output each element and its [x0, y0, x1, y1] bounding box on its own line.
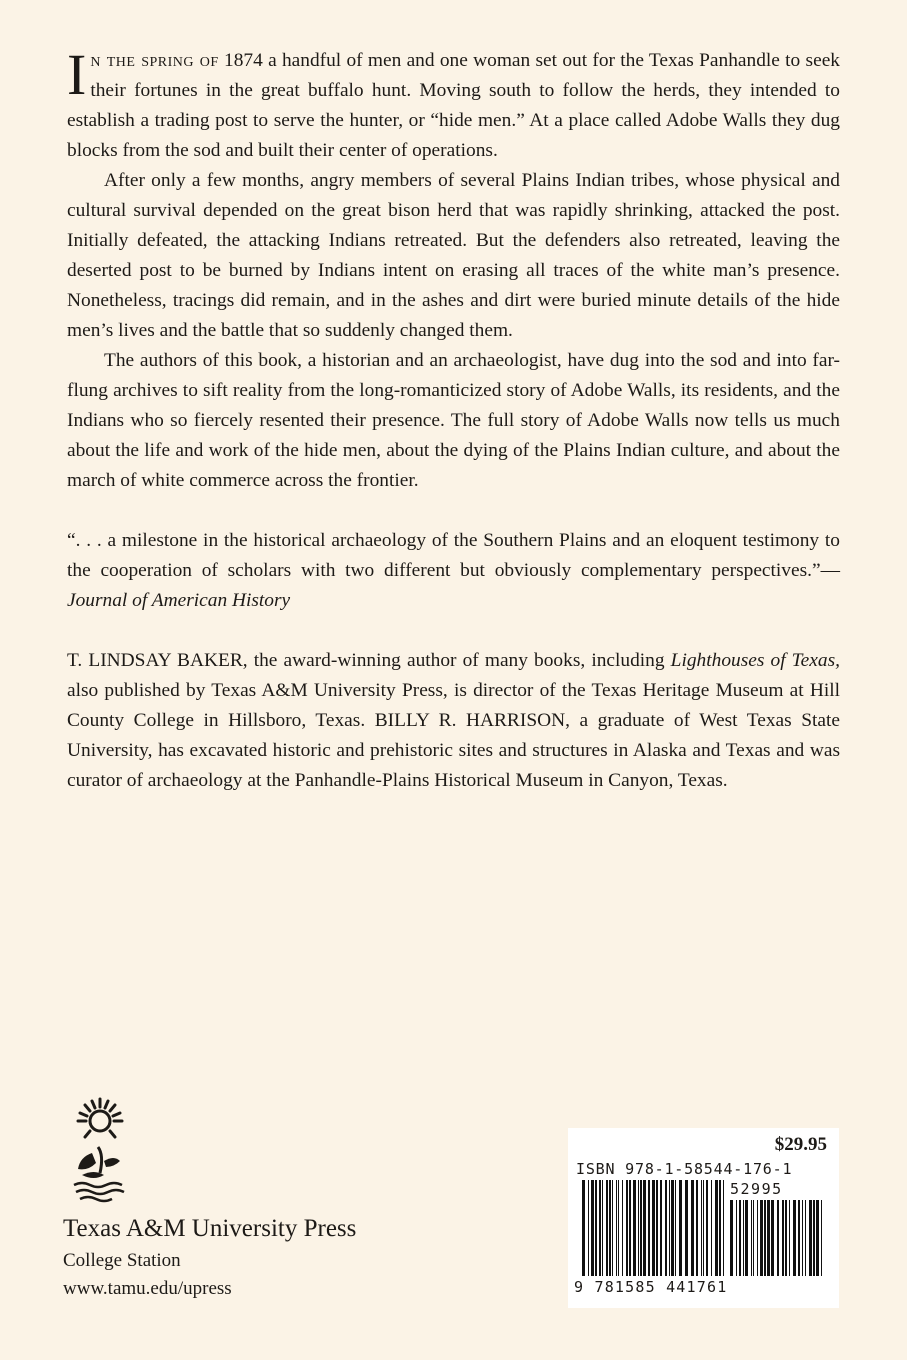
back-cover-blurb	[67, 42, 840, 796]
barcode-bar	[745, 1200, 748, 1276]
barcode-bar	[638, 1180, 639, 1276]
barcode-bar	[736, 1200, 737, 1276]
barcode-bar	[591, 1180, 594, 1276]
barcode-bar	[757, 1200, 758, 1276]
barcode-bar	[730, 1200, 733, 1276]
barcode-bar	[789, 1200, 790, 1276]
price-label: $29.95	[774, 1134, 827, 1155]
barcode-bar	[777, 1200, 779, 1276]
barcode-bar	[703, 1180, 704, 1276]
barcode-bar	[643, 1180, 646, 1276]
review-quote	[67, 526, 840, 616]
sun-and-plant-logo-icon	[70, 1095, 130, 1205]
quote-source: Journal of American History	[67, 590, 291, 611]
barcode-panel	[568, 1128, 839, 1308]
barcode-bar	[609, 1180, 611, 1276]
barcode-bar	[809, 1200, 812, 1276]
barcode-bar	[640, 1180, 642, 1276]
ean-barcode	[582, 1180, 724, 1276]
barcode-bar	[606, 1180, 608, 1276]
barcode-bar	[669, 1180, 670, 1276]
barcode-bar	[685, 1180, 688, 1276]
barcode-bar	[753, 1200, 754, 1276]
lead-year: 1874	[224, 50, 263, 71]
barcode-bar	[599, 1180, 601, 1276]
barcode-bar	[813, 1200, 815, 1276]
price-code-label: 52995	[730, 1180, 783, 1198]
barcode-bar	[767, 1200, 770, 1276]
barcode-bar	[739, 1200, 741, 1276]
barcode-bar	[816, 1200, 819, 1276]
author-bio	[67, 646, 840, 796]
barcode-bar	[805, 1200, 806, 1276]
barcode-bar	[793, 1200, 796, 1276]
lead-smallcaps: n the spring of	[90, 50, 219, 71]
bio-part-1: T. LINDSAY BAKER, the award-winning author of many books, including	[67, 650, 671, 671]
barcode-bar	[616, 1180, 617, 1276]
barcode-bar	[660, 1180, 662, 1276]
barcode-bar	[802, 1200, 803, 1276]
barcode-bar	[652, 1180, 655, 1276]
isbn-label: ISBN 978-1-58544-176-1	[576, 1160, 793, 1178]
barcode-bar	[696, 1180, 698, 1276]
barcode-bar	[622, 1180, 623, 1276]
barcode-bar	[612, 1180, 613, 1276]
price-addon-barcode	[730, 1200, 822, 1276]
paragraph-1: a handful of men and one woman set out for the Texas Panhandle to seek their fortunes in the great buffalo hunt. Moving south to follow the herds, they intended to establish a trading post to serve the hunter, or “hide men.” At a place called Adobe Walls they dug blocks from the sod and built their center of operations.	[67, 50, 840, 161]
drop-cap: I	[67, 42, 87, 107]
barcode-bar	[675, 1180, 676, 1276]
quote-text: “. . . a milestone in the historical archaeology of the Southern Plains and an eloquent testimony to the cooperation of scholars with two different but obviously complementary perspectives.”—	[67, 530, 840, 581]
barcode-bar	[602, 1180, 603, 1276]
barcode-bar	[582, 1180, 585, 1276]
barcode-bar	[798, 1200, 800, 1276]
barcode-bar	[679, 1180, 682, 1276]
barcode-bar	[665, 1180, 667, 1276]
publisher-name: Texas A&M University Press	[63, 1215, 357, 1242]
bio-part-2: also published by Texas A&M University Press, is director of the Texas Heritage Museum at Hill County College in Hillsboro, Texas. BILLY R. HARRISON, a graduate of West Texas State University, has excavated historic and prehistoric sites and structures in Alaska and Texas and was curator of archaeology at the Panhandle-Plains Historical Museum in Canyon, Texas.	[67, 680, 840, 791]
barcode-bar	[821, 1200, 822, 1276]
barcode-bar	[723, 1180, 724, 1276]
barcode-bar	[633, 1180, 636, 1276]
barcode-bar	[656, 1180, 658, 1276]
barcode-bar	[618, 1180, 619, 1276]
barcode-bar	[760, 1200, 763, 1276]
barcode-bar	[595, 1180, 597, 1276]
barcode-bar	[751, 1200, 752, 1276]
paragraph-3: The authors of this book, a historian and an archaeologist, have dug into the sod and into far-flung archives to sift reality from the long-romanticized story of Adobe Walls, its residents, and the Indians who so fiercely resented their presence. The full story of Adobe Walls now tells us much about the life and work of the hide men, about the dying of the Plains Indian culture, and about the march of white commerce across the frontier.	[67, 350, 840, 491]
ean-digits: 9 781585 441761	[574, 1278, 728, 1296]
barcode-bar	[671, 1180, 674, 1276]
barcode-bar	[648, 1180, 650, 1276]
barcode-bar	[764, 1200, 766, 1276]
bio-book-title: Lighthouses of Texas,	[670, 650, 840, 671]
barcode-bar	[691, 1180, 694, 1276]
barcode-bar	[771, 1200, 774, 1276]
barcode-bar	[743, 1200, 744, 1276]
barcode-bar	[785, 1200, 787, 1276]
barcode-bar	[711, 1180, 712, 1276]
barcode-bar	[715, 1180, 718, 1276]
paragraph-2: After only a few months, angry members of several Plains Indian tribes, whose physical and cultural survival depended on the great bison herd that was rapidly shrinking, attacked the post. Initially defeated, the attacking Indians retreated. But the defenders also retreated, leaving the deserted post to be burned by Indians intent on erasing all traces of the white man’s presence. Nonetheless, tracings did remain, and in the ashes and dirt were buried minute details of the hide men’s lives and the battle that so suddenly changed them.	[67, 170, 840, 341]
barcode-bar	[719, 1180, 721, 1276]
barcode-bar	[701, 1180, 702, 1276]
barcode-bar	[629, 1180, 631, 1276]
barcode-bar	[588, 1180, 589, 1276]
barcode-bar	[706, 1180, 708, 1276]
publisher-url: www.tamu.edu/upress	[63, 1278, 232, 1299]
barcode-bar	[782, 1200, 784, 1276]
barcode-bar	[626, 1180, 628, 1276]
publisher-city: College Station	[63, 1250, 181, 1271]
